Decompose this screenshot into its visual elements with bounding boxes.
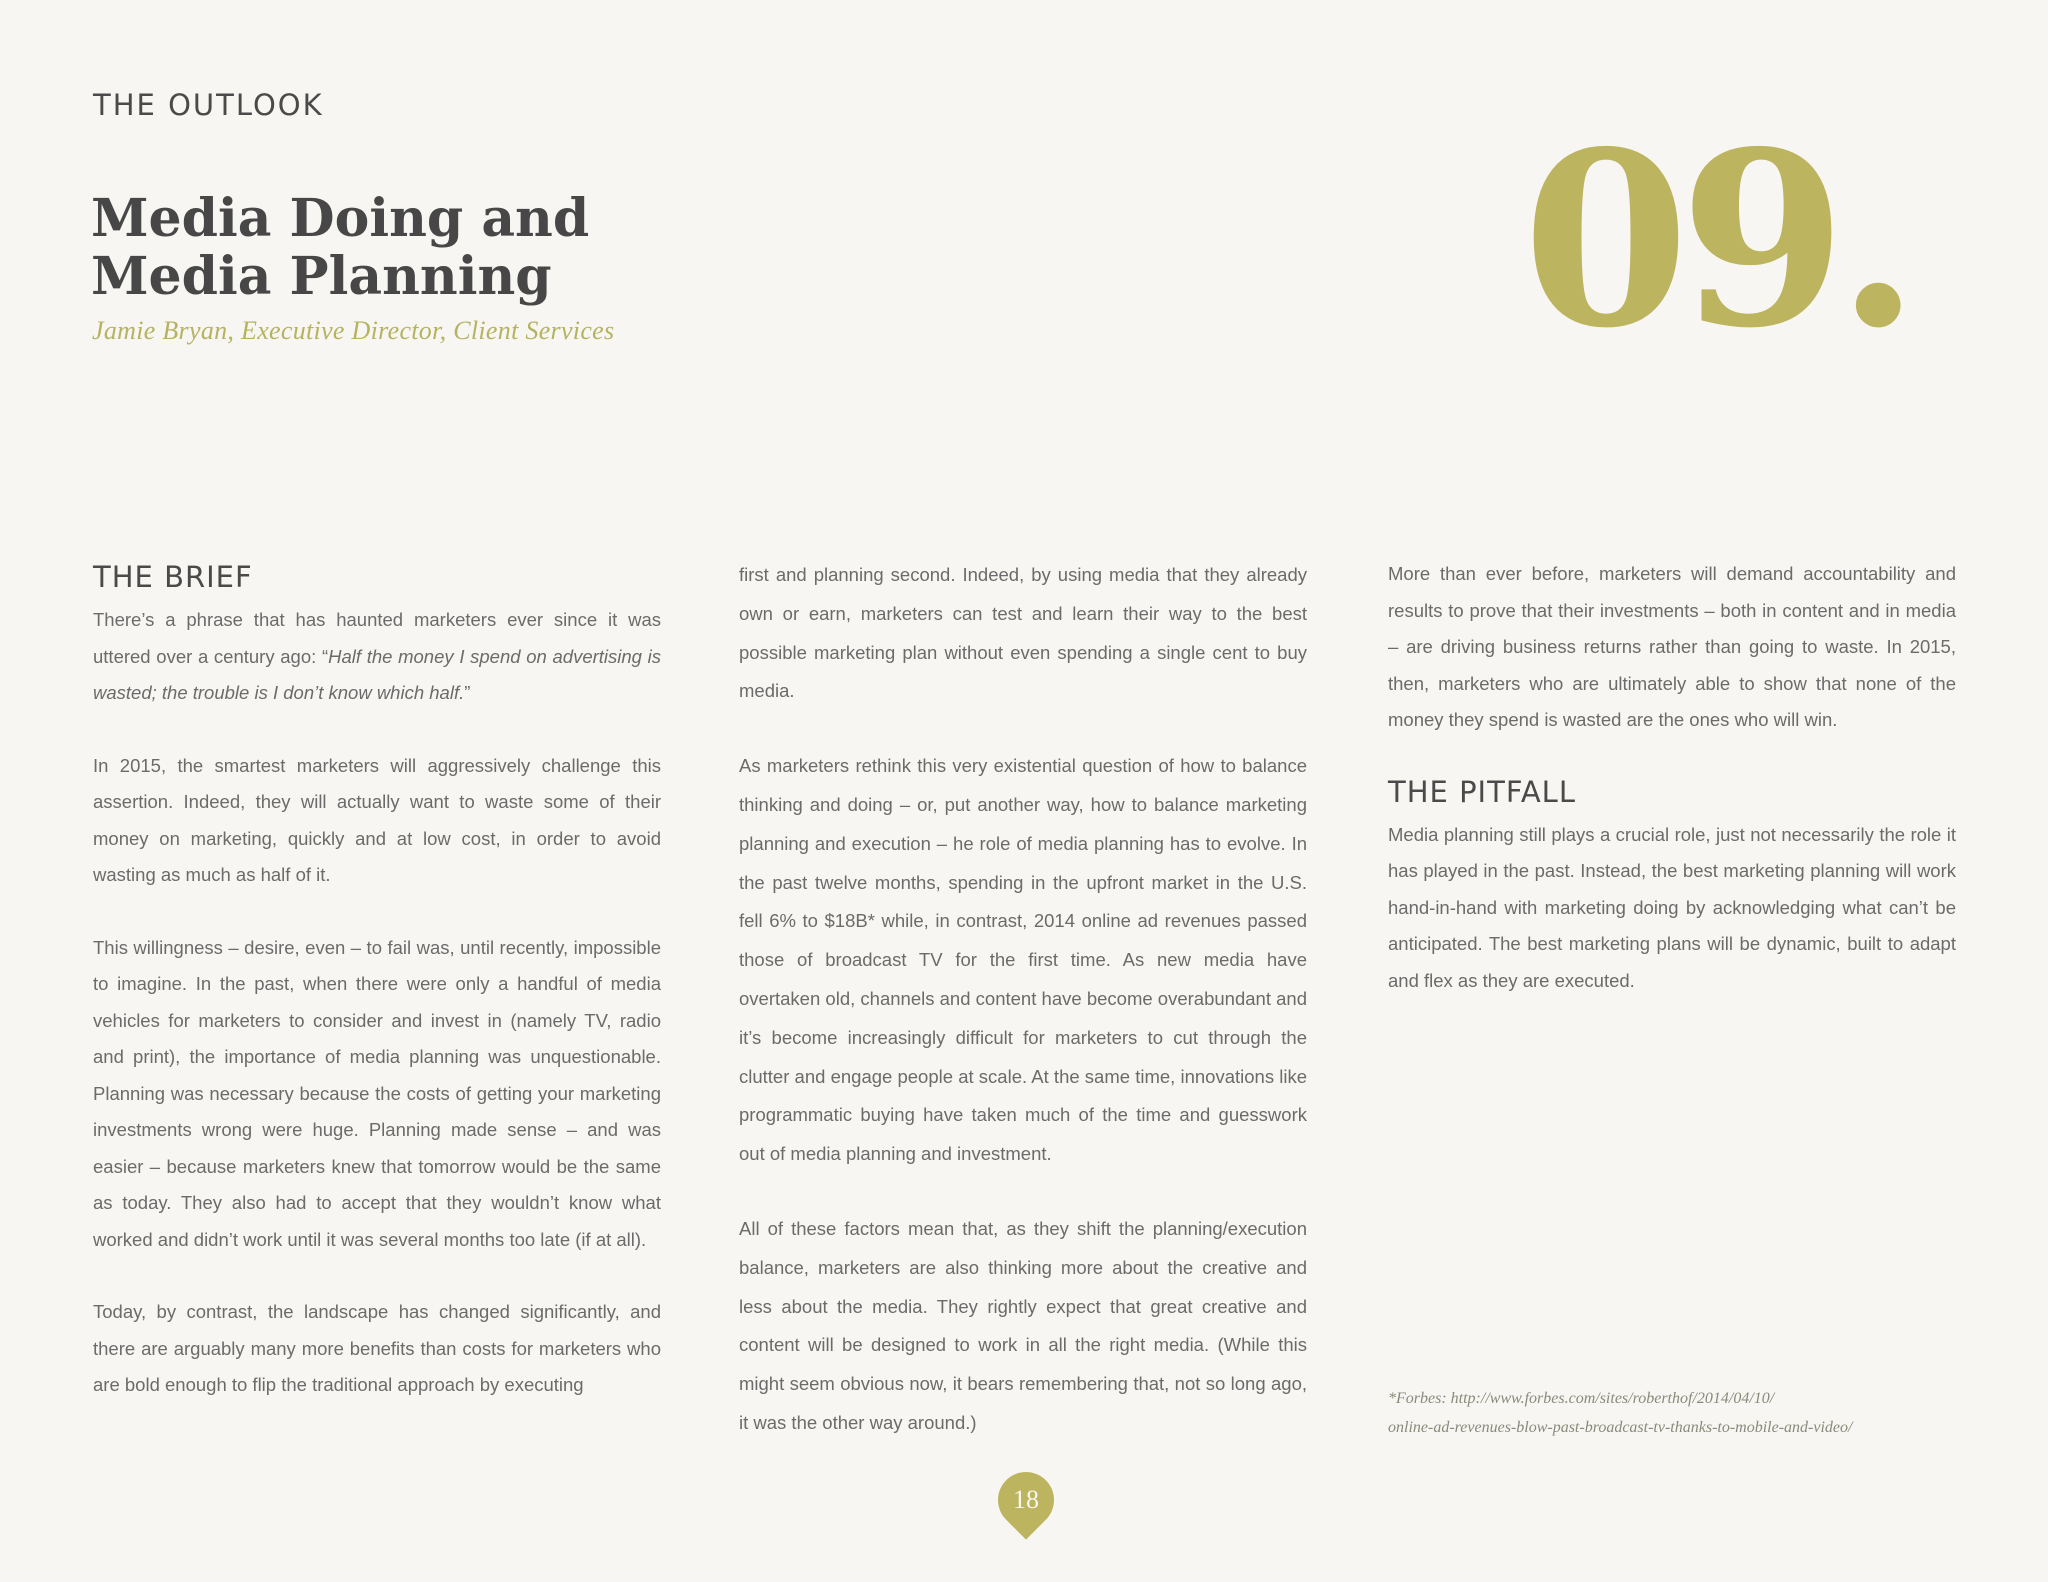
column-left	[93, 560, 661, 1440]
brief-heading: THE BRIEF	[93, 560, 253, 594]
pitfall-heading: THE PITFALL	[1388, 774, 1576, 809]
middle-paragraph-2: As marketers rethink this very existential question of how to balance thinking and doing – or, put another way, how to balance marketing planning and execution – he role of media planning has to evolve. In the past twelve months, spending in the upfront market in the U.S. fell 6% to $18B* while, in contrast, 2014 online ad revenues passed those of broadcast TV for the first time. As new media have overtaken old, channels and content have become overabundant and it’s become increasingly difficult for marketers to cut through the clutter and engage people at scale. At the same time, innovations like programmatic buying have taken much of the time and guesswork out of media planning and investment.	[739, 755, 1307, 1165]
brief-p1-quote: Half the money I spend on advertising is wasted; the trouble is I don’t know which half.	[93, 645, 661, 703]
footnote-line-1: *Forbes: http://www.forbes.com/sites/roberthof/2014/04/10/	[1388, 1390, 1775, 1407]
middle-paragraph-3: All of these factors mean that, as they shift the planning/execution balance, marketers are also thinking more about the creative and less about the media. They rightly expect that great creative and content will be designed to work in all the right media. (While this might seem obvious now, it bears remembering that, not so long ago, it was the other way around.)	[739, 1217, 1307, 1433]
column-right	[1388, 560, 1956, 1035]
section-number: 09.	[1522, 99, 1910, 381]
brief-paragraph-1	[93, 602, 661, 712]
middle-paragraph-1: first and planning second. Indeed, by using media that they already own or earn, marketers can test and learn their way to the best possible marketing plan without even spending a single cent to buy media.	[739, 564, 1307, 702]
section-kicker: THE OUTLOOK	[93, 88, 324, 122]
brief-paragraph-3: This willingness – desire, even – to fail was, until recently, impossible to imagine. In the past, when there were only a handful of media vehicles for marketers to consider and invest in (namely TV, radio and print), the importance of media planning was unquestionable. Planning was necessary because the costs of getting your marketing investments wrong were huge. Planning made sense – and was easier – because marketers knew that tomorrow would be the same as today. They also had to accept that they wouldn’t know what worked and didn’t work until it was several months too late (if at all).	[93, 936, 661, 1250]
title-line-2: Media Planning	[91, 246, 552, 307]
page-number: 18	[1013, 1485, 1039, 1514]
footnote	[1388, 1384, 1988, 1442]
pitfall-paragraph: Media planning still plays a crucial role, just not necessarily the role it has played in the past. Instead, the best marketing planning will work hand-in-hand with marketing doing by acknowledging what can’t be anticipated. The best marketing plans will be dynamic, built to adapt and flex as they are executed.	[1388, 823, 1956, 991]
title-line-1: Media Doing and	[91, 188, 590, 249]
brief-paragraph-2: In 2015, the smartest marketers will aggressively challenge this assertion. Indeed, they will actually want to waste some of their money on marketing, quickly and at low cost, in order to avoid wasting as much as half of it.	[93, 754, 661, 885]
page-title	[91, 190, 891, 306]
brief-paragraph-4: Today, by contrast, the landscape has changed significantly, and there are arguably many more benefits than costs for marketers who are bold enough to flip the traditional approach by executing	[93, 1301, 661, 1395]
right-paragraph-1: More than ever before, marketers will demand accountability and results to prove that their investments – both in content and in media – are driving business returns rather than going to waste. In 2015, then, marketers who are ultimately able to show that none of the money they spend is wasted are the ones who will win.	[1388, 563, 1956, 730]
brief-p1-close: ”	[464, 682, 471, 703]
footnote-line-2: online-ad-revenues-blow-past-broadcast-tv-thanks-to-mobile-and-video/	[1388, 1419, 1853, 1436]
column-middle	[739, 560, 1307, 1479]
brief-p1-intro: There’s a phrase that has haunted marketers ever since it was uttered over a century ago: “	[93, 609, 661, 667]
author-byline: Jamie Bryan, Executive Director, Client Services	[92, 316, 615, 345]
